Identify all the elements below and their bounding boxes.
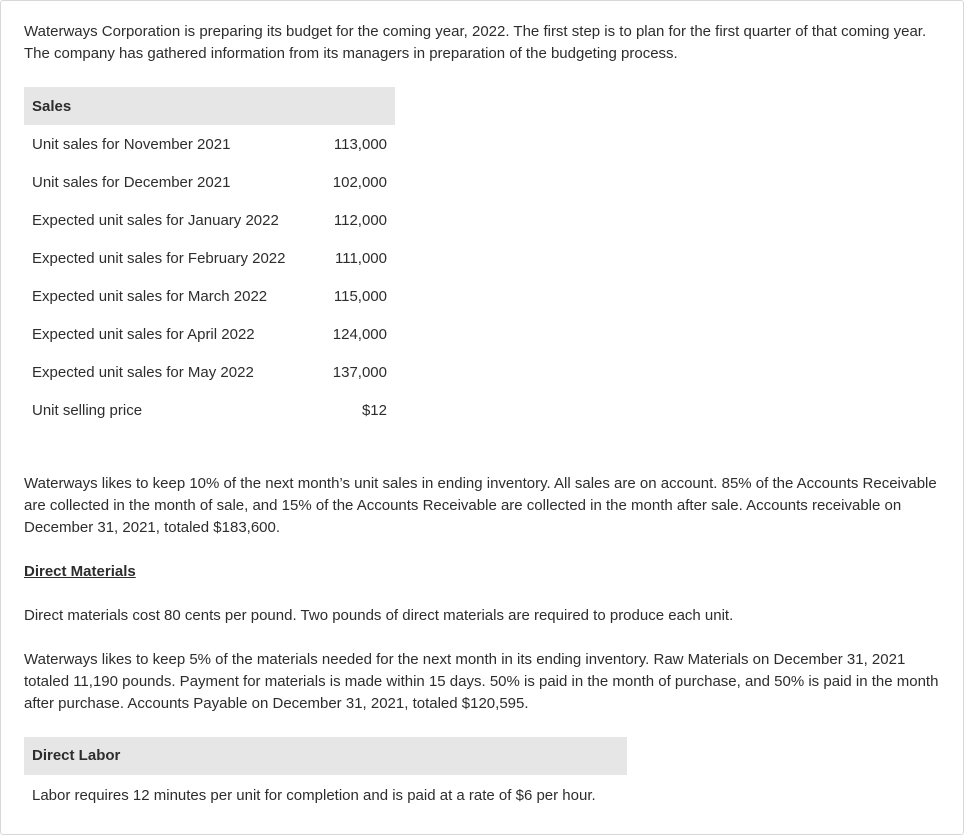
direct-materials-inventory-paragraph: Waterways likes to keep 5% of the materials needed for the next month in its ending inventory. Raw Materials on December 31, 2021 totaled 11,190 pounds. Payment for materials is made within 15 days. 50% is paid in the month of purchase, and 50% is paid in the month after purchase. Accounts Payable on December 31, 2021, totaled $120,595. [24, 651, 939, 712]
table-row [24, 391, 395, 429]
row-value: 115,000 [333, 287, 387, 305]
sales-table-header-row [24, 87, 395, 125]
direct-labor-text: Labor requires 12 minutes per unit for completion and is paid at a rate of $6 per hour. [32, 787, 596, 804]
row-value: $12 [361, 401, 387, 419]
row-value: 124,000 [332, 325, 387, 343]
receivables-paragraph: Waterways likes to keep 10% of the next month’s unit sales in ending inventory. All sales are on account. 85% of the Accounts Receivable are collected in the month of sale, and 15% of the Accounts Receivable are collected in the month after sale. Accounts receivable on December 31, 2021, totaled $183,600. [24, 475, 937, 536]
sales-heading: Sales [24, 87, 395, 125]
row-label: Expected unit sales for January 2022 [32, 211, 279, 229]
row-value: 137,000 [332, 363, 387, 381]
row-label: Expected unit sales for February 2022 [32, 249, 286, 267]
row-value: 111,000 [335, 249, 387, 267]
row-value: 112,000 [333, 211, 387, 229]
intro-paragraph: Waterways Corporation is preparing its budget for the coming year, 2022. The first step is to plan for the first quarter of that coming year. The company has gathered information from its managers in preparation of the budgeting process. [24, 23, 927, 62]
direct-labor-heading: Direct Labor [24, 737, 627, 775]
table-row [24, 201, 395, 239]
table-row [24, 353, 395, 391]
direct-labor-section [24, 737, 627, 817]
row-label: Expected unit sales for April 2022 [32, 325, 255, 343]
row-value: 113,000 [333, 135, 387, 153]
table-row [24, 163, 395, 201]
table-row [24, 125, 395, 163]
row-label: Unit selling price [32, 401, 143, 419]
direct-materials-heading: Direct Materials [24, 563, 136, 580]
sales-table [24, 87, 395, 429]
direct-materials-cost-paragraph: Direct materials cost 80 cents per pound. Two pounds of direct materials are required to produce each unit. [24, 607, 734, 624]
row-label: Unit sales for December 2021 [32, 173, 231, 191]
row-label: Unit sales for November 2021 [32, 135, 231, 153]
row-label: Expected unit sales for March 2022 [32, 287, 268, 305]
row-label: Expected unit sales for May 2022 [32, 363, 254, 381]
table-row [24, 277, 395, 315]
table-row [24, 315, 395, 353]
table-row [24, 239, 395, 277]
row-value: 102,000 [332, 173, 387, 191]
